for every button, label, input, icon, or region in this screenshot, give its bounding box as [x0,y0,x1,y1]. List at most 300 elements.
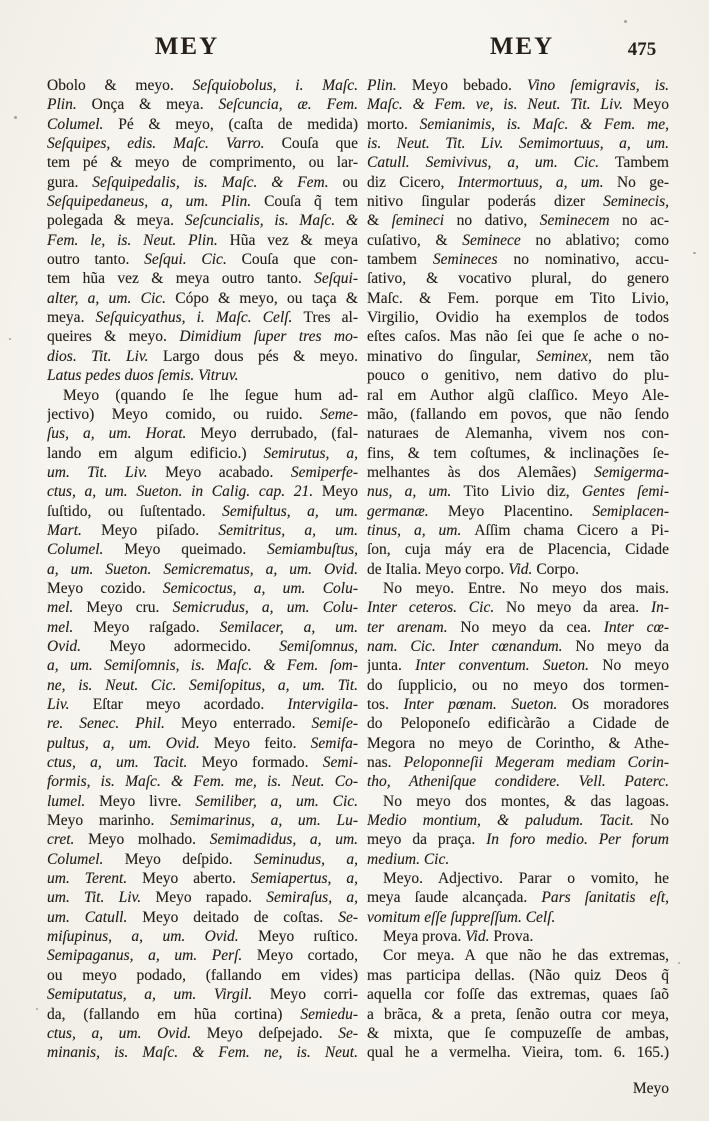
text-line [367,173,669,192]
text-line [367,946,669,965]
text-segment: Inter pœnam. Sueton. [403,696,572,713]
text-segment: mão, (fallando em povos, que não ſendo [367,405,669,423]
text-segment: Mart. [47,521,102,539]
text-line [47,134,358,153]
text-segment: Liv. [47,696,93,713]
text-line [47,869,358,888]
text-line [47,1024,358,1043]
text-segment: tambem [367,251,433,269]
text-segment: No [650,812,669,830]
text-segment: Obolo & meyo. [47,77,193,94]
page-header [0,33,709,67]
text-segment: Intervigila- [287,696,358,713]
text-segment: um. Tit. Liv. [47,889,156,907]
text-line [47,637,358,656]
text-segment: um. Tit. Liv. [47,463,166,481]
text-segment: formis, is. Maſc. & Fem. me, is. Neut. Co- [47,773,358,791]
text-line [367,1024,669,1043]
text-segment: ſus, a, um. Horat. [47,425,201,443]
text-line [367,869,669,888]
scan-speck [678,962,680,964]
text-line [367,714,669,733]
text-segment: ctus, a, um. Ovid. [47,1024,207,1042]
text-segment: Seminudus, a, [253,850,358,868]
text-segment: miſupinus, a, um. Ovid. [47,928,259,946]
text-segment: lando em algum edificio.) [47,444,264,462]
text-segment: Meyo deſpejado. [206,1024,339,1042]
text-segment: Meyo aberto. [142,870,251,888]
text-segment: Catull. Semivivus, a, um. Cic. [367,154,615,172]
text-segment: Meyo adormecido. [109,637,280,655]
text-line [47,269,358,288]
text-line [367,888,669,907]
text-line [367,656,669,675]
text-segment: Meyo molhado. [88,831,210,849]
text-segment: In foro medio. Per forum [486,831,669,849]
text-line [367,676,669,695]
text-line [367,95,669,114]
running-head-right: MEY [489,33,555,60]
text-line [367,985,669,1004]
text-segment: a brãca, & a preta, ſenão outra cor meya, [367,1005,669,1023]
text-segment: ſon, cuja máy era de Placencia, Cidade [367,541,669,559]
text-line [367,502,669,521]
text-segment: um. Catull. [47,908,143,926]
text-segment: Seſquicyathus, i. Maſc. Celſ. [95,309,304,327]
text-segment: Semilacer, a, um. [219,618,358,636]
text-line [367,482,669,501]
text-line [367,115,669,134]
text-segment: morto. [367,115,420,133]
text-segment: Seminecem [539,212,623,230]
text-segment: fins, & tem coſtumes, & inclinações ſe- [367,444,669,462]
text-line [47,676,358,695]
text-line [367,734,669,753]
text-line [367,966,669,985]
text-segment: Meyo ruſtico. [258,928,358,946]
text-segment: a, um. Sueton. Semicrematus, a, um. Ovid. [47,560,358,578]
text-segment: Meyo acabado. [165,463,291,481]
text-segment: No meyo da area. [506,599,651,617]
text-line [47,289,358,308]
text-segment: no ac- [622,212,669,230]
text-segment: gura. [47,173,93,191]
text-segment: Meyo (quando ſe lhe ſegue hum ad- [63,386,358,404]
text-segment: Maſc. & Fem. porque em Tito Livio, [367,289,669,307]
text-segment: Fem. le, is. Neut. Plin. [47,231,230,249]
text-segment: & [367,212,392,230]
text-line [47,714,358,733]
text-segment: Semicoctus, a, um. Colu- [162,579,358,597]
text-line [367,366,669,385]
text-segment: diz Cicero, [367,173,458,191]
text-segment: , nem tão [587,347,669,365]
text-segment: Semifultus, a, um. [222,502,358,520]
text-segment: Couſa q̃ tem [264,193,358,211]
text-line [47,540,358,559]
text-segment: jectivo) Meyo comido, ou ruido. [47,405,321,423]
text-segment: cuſativo, & [367,231,463,249]
text-segment: Inter conventum. Sueton. [415,657,603,675]
text-segment: minativo do ſingular, [367,347,537,365]
text-segment: Semiraſus, a, [266,889,358,907]
text-line [47,792,358,811]
text-line [367,153,669,172]
text-line [47,560,358,579]
text-segment: mel. [47,599,87,617]
text-segment: Semimarinus, a, um. Lu- [170,812,358,830]
text-line [47,424,358,443]
text-segment: Columel. [47,115,119,133]
text-line [367,850,669,869]
text-line [47,386,358,405]
text-line [47,173,358,192]
text-segment: Seme- [320,405,358,423]
text-segment: Medio montium, & paludum. Tacit. [367,812,651,830]
text-segment: Meyo cozido. [47,579,163,597]
text-line [47,308,358,327]
text-segment: tos. [367,696,404,713]
text-segment: Couſa que [281,135,358,153]
text-segment: Eſtar meyo acordado. [92,696,288,713]
text-segment: No ge- [616,173,669,191]
text-segment: Plin. [47,96,92,114]
text-line [367,695,669,714]
text-segment: Tres al- [303,309,358,327]
text-line [47,115,358,134]
text-line [47,811,358,830]
text-segment: Meyo marinho. [47,812,171,830]
text-line [367,192,669,211]
text-segment: qual he a vermelha. Vieira, tom. 6. 165.) [367,1044,669,1062]
text-line [367,811,669,830]
text-segment: Semiambuſtus, [267,541,358,559]
text-segment: is. Neut. Tit. Liv. Semimortuus, a, um. [367,135,669,153]
scan-speck [9,338,11,340]
text-line [367,540,669,559]
text-segment: Semimadidus, a, um. [209,831,358,849]
text-segment: Semiperfe- [290,463,358,481]
text-segment: Meyo corri- [269,986,358,1004]
text-segment: Vid. [508,560,537,578]
text-segment: Pars ſanitatis eſt, [541,889,669,907]
text-segment: cret. [47,831,89,849]
text-line [47,966,358,985]
text-segment: da, (fallando em hũa cortina) [47,1005,301,1023]
text-segment: germanæ. [367,502,449,520]
text-line [47,327,358,346]
text-line [47,250,358,269]
text-segment: mas participa dellas. (Não quiz Deos q̃ [367,966,669,984]
running-head-left: MEY [154,33,220,60]
text-segment: Peloponneſii Megeram mediam Corin- [403,754,669,772]
text-line [367,560,669,579]
text-line [47,366,358,385]
text-segment: No meyo dos montes, & das lagoas. [383,792,669,810]
text-segment: ne, is. Neut. Cic. Semiſopitus, a, um. Tit. [47,676,358,694]
text-segment: Seſquipes, edis. Maſc. Varro. [47,135,282,153]
text-line [367,405,669,424]
text-segment: Meya prova. [383,928,466,946]
text-line [47,908,358,927]
text-line [367,308,669,327]
text-segment: Ovid. [47,637,110,655]
text-segment: Semigerma- [594,463,669,481]
text-segment: Corpo. [536,560,579,578]
text-segment: melhantes às dos Alemães) [367,463,595,481]
text-line [47,211,358,230]
text-segment: Inter ceteros. Cic. [367,599,507,617]
text-line [47,502,358,521]
text-segment: Hũa vez & meya [229,231,358,249]
text-line [47,734,358,753]
text-segment: Semiputatus, a, um. Virgil. [47,986,270,1004]
text-segment: nitivo ſingular poderás dizer [367,193,604,211]
text-line [367,521,669,540]
text-line [47,830,358,849]
text-segment: mel. [47,618,94,636]
text-segment: Cor meya. A que não he das extremas, [383,947,669,965]
text-segment: Semi- [322,754,358,772]
text-line [367,1005,669,1024]
text-segment: ter arenam. [367,618,461,636]
text-segment: meyo da praça. [367,831,487,849]
text-segment: do ſupplicio, ou no meyo dos tormen- [367,676,669,694]
text-line [47,1005,358,1024]
text-segment: In- [650,599,669,617]
text-segment: Semipaganus, a, um. Perſ. [47,947,257,965]
text-segment: Meyo bebado. [411,77,528,94]
text-segment: no dativo, [456,212,540,230]
text-segment: medium. Cic. [367,850,450,868]
text-line [47,231,358,250]
text-line [367,76,669,95]
text-segment: Semiſe- [311,715,358,733]
text-line [47,153,358,172]
text-segment: ſuſtido, ou ſuſtentado. [47,502,223,520]
text-segment: Pé & meyo, (caſta de medida) [118,115,358,133]
text-segment: Semirutus, a, [263,444,358,462]
text-segment: queires & meyo. [47,328,180,346]
text-segment: aquella cor foſſe das extremas, quaes ſaõ [367,986,669,1004]
text-segment: de Italia. Meyo corpo. [367,560,509,578]
text-segment: Se- [338,908,358,926]
text-segment: Se- [338,1024,358,1042]
text-segment: meya. [47,309,96,327]
text-segment: & mixta, que ſe compuzeſſe de ambas, [367,1024,669,1042]
text-segment: No meyo da cea. [460,618,604,636]
text-segment: Meyo rapado. [155,889,267,907]
text-segment: Seminece [462,231,536,249]
text-line [47,444,358,463]
text-segment: Meyo feito. [213,734,311,752]
text-segment: Semiliber, a, um. Cic. [195,792,358,810]
text-line [47,946,358,965]
text-line [367,444,669,463]
text-segment: Columel. [47,541,125,559]
text-line [47,192,358,211]
text-line [367,250,669,269]
text-segment: Seminecis, [603,193,669,211]
scan-speck [693,252,696,254]
text-segment: Semiplacen- [592,502,669,520]
text-line [47,927,358,946]
text-segment: meya ſaude alcançada. [367,889,542,907]
scan-speck [36,1008,38,1010]
text-segment: Seſqui- [314,270,358,288]
text-line [47,772,358,791]
text-segment: ſemineci [391,212,457,230]
text-line [367,598,669,617]
text-segment: Semitritus, a, um. [218,521,358,539]
text-line [367,424,669,443]
text-segment: Megora no meyo de Corintho, & Athe- [367,734,669,752]
text-line [47,985,358,1004]
text-segment: Seſqui. Cic. [144,251,242,269]
text-line [47,753,358,772]
text-segment: tem hũa vez & meya outro tanto. [47,270,315,288]
text-segment: alter, a, um. Cic. [47,289,176,307]
text-segment: Intermortuus, a, um. [457,173,617,191]
text-segment: Latus pedes duos ſemis. Vitruv. [47,367,239,385]
text-segment: Meyo raſgado. [93,618,220,636]
text-column-left [47,76,358,1063]
text-segment: Semiapertus, a, [250,870,358,888]
text-segment: Plin. [367,77,412,94]
text-segment: Seminex [536,347,588,365]
text-line [367,1043,669,1062]
text-segment: Meyo enterrado. [180,715,312,733]
text-line [47,888,358,907]
text-segment: Meyo Placentino. [448,502,593,520]
text-line [367,231,669,250]
text-segment: vomitum eſſe ſuppreſſum. Celſ. [367,908,556,926]
text-segment: ſativo, & vocativo plural, do genero [367,270,669,288]
text-segment: Seſquiobolus, i. Maſc. [192,77,358,94]
text-segment: Semifa- [310,734,358,752]
text-line [367,618,669,637]
text-segment: Cópo & meyo, ou taça & [175,289,358,307]
text-segment: ctus, a, um. Sueton. in Calig. cap. 21. [47,483,322,501]
text-segment: No meyo [602,657,669,675]
text-line [47,76,358,95]
text-segment: do Peloponeſo edificàrão a Cidade de [367,715,669,733]
text-segment: nas. [367,754,404,772]
text-segment: No meyo. Entre. No meyo dos mais. [383,579,669,597]
text-line [367,637,669,656]
text-line [367,579,669,598]
text-segment: no ablativo; como [535,231,669,249]
text-segment: tem pé & meyo de comprimento, ou lar- [47,154,358,172]
text-line [367,269,669,288]
text-column-right [367,76,669,1063]
text-segment: Meyo [632,96,669,114]
text-line [367,211,669,230]
text-segment: eſtes caſos. Mas não ſei que ſe ache o no- [367,328,669,346]
text-line [367,386,669,405]
text-line [47,482,358,501]
catchword: Meyo [632,1080,669,1097]
text-segment: Seſquipedaneus, a, um. Plin. [47,193,265,211]
text-line [367,908,669,927]
text-segment: Vino ſemigravis, is. [527,77,669,94]
text-line [47,695,358,714]
text-segment: ctus, a, um. Tacit. [47,754,202,772]
text-line [367,134,669,153]
text-segment: Seſcuncialis, is. Maſc. & [184,212,358,230]
text-segment: Inter cœ- [603,618,669,636]
text-line [47,850,358,869]
text-segment: Meyo cru. [86,599,173,617]
text-segment: Meyo derrubado, (fal- [200,425,358,443]
text-line [367,927,669,946]
text-line [47,405,358,424]
text-segment: Couſa que con- [241,251,358,269]
text-segment: Aſſim chama Cicero a Pi- [474,521,669,539]
text-segment: Prova. [493,928,534,946]
text-segment: Semineces [432,251,514,269]
text-segment: Maſc. & Fem. ve, is. Neut. Tit. Liv. [367,96,633,114]
scan-speck [14,116,17,119]
text-segment: Meyo livre. [99,792,196,810]
text-segment: dios. Tit. Liv. [47,347,163,365]
text-line [367,753,669,772]
text-segment: Tambem [614,154,669,172]
text-segment: Seſquipedalis, is. Maſc. & Fem. [92,173,343,191]
text-line [47,347,358,366]
text-segment: um. Terent. [47,870,143,888]
text-line [47,95,358,114]
text-segment: tinus, a, um. [367,521,475,539]
text-segment: Vid. [465,928,494,946]
text-segment: Gentes ſemi- [581,483,669,501]
text-segment: Semicrudus, a, um. Colu- [172,599,358,617]
text-segment: Largo dous pés & meyo. [162,347,358,365]
text-segment: No meyo da [575,637,669,655]
text-line [367,463,669,482]
text-line [367,289,669,308]
text-line [367,347,669,366]
text-segment: Tito Livio diz, [463,483,582,501]
text-segment: Semiedu- [300,1005,358,1023]
text-line [47,1043,358,1062]
text-line [47,598,358,617]
text-segment: re. Senec. Phil. [47,715,181,733]
text-line [47,618,358,637]
text-segment: Meyo deitado de coſtas. [142,908,339,926]
text-line [47,656,358,675]
text-segment: pouco o genitivo, nem dativo do plu- [367,367,669,385]
text-segment: junta. [367,657,416,675]
text-segment: ou meyo podado, (fallando em vides) [47,966,358,984]
text-segment: Meyo [321,483,358,501]
text-segment: ral em Author algũ claſſico. Meyo Ale- [367,386,669,404]
text-segment: Virgilio, Ovidio ha exemplos de todos [367,309,669,327]
text-line [367,830,669,849]
text-segment: ou [342,173,358,191]
text-segment: Meyo deſpido. [124,850,254,868]
text-segment: Seſcuncia, æ. Fem. [218,96,358,114]
text-segment: polegada & meya. [47,212,185,230]
text-segment: no nominativo, accu- [513,251,669,269]
text-segment: Columel. [47,850,125,868]
text-segment: Onça & meya. [91,96,219,114]
text-segment: nam. Cic. Inter cœnandum. [367,637,576,655]
text-line [47,463,358,482]
text-segment: nus, a, um. [367,483,464,501]
text-segment: Semiſomnus, [279,637,358,655]
text-segment: naturaes de Alemanha, vivem nos con- [367,425,669,443]
